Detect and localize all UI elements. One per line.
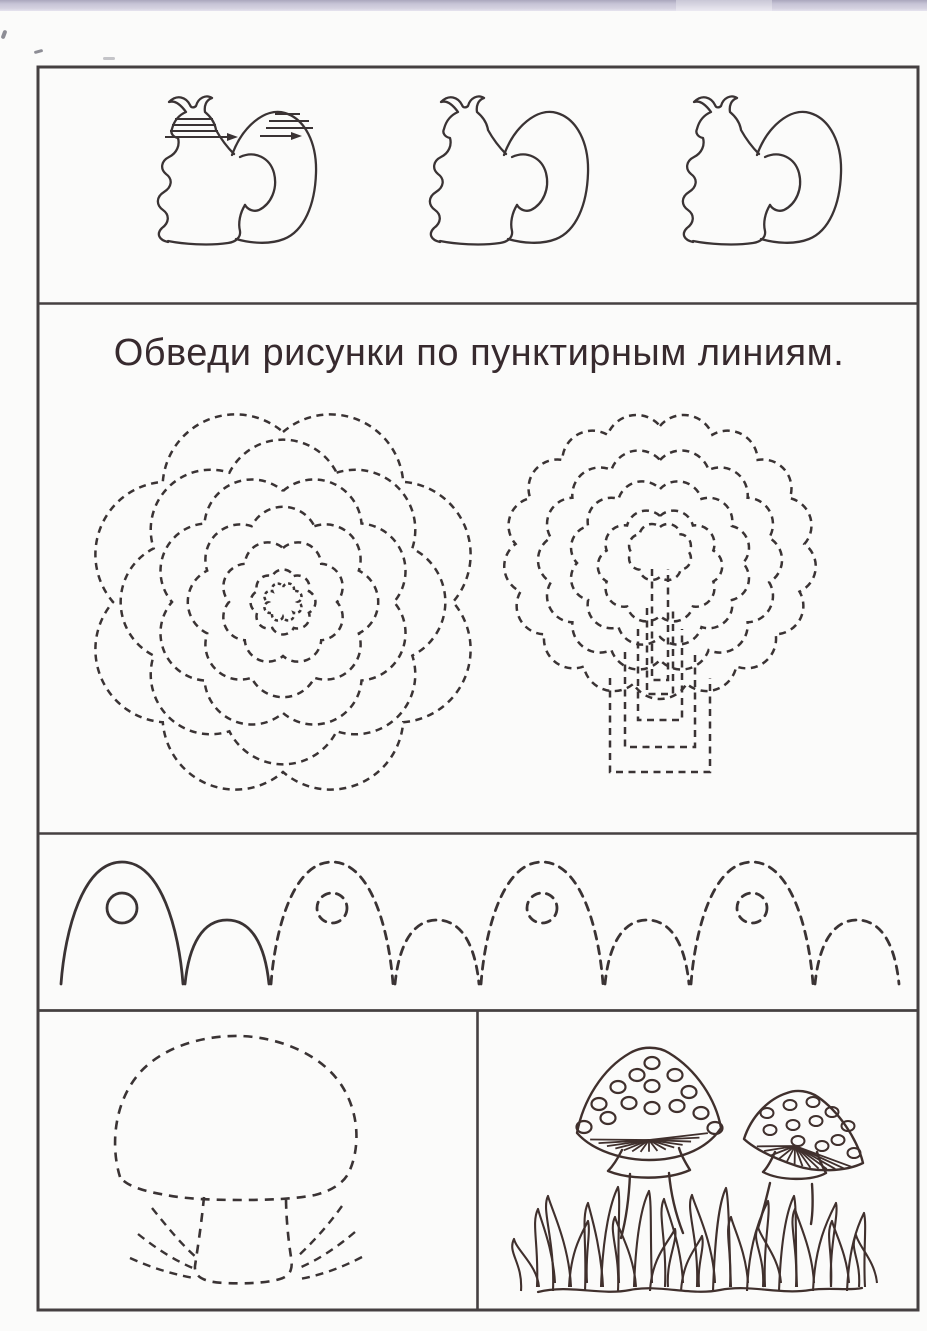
tree-crown <box>598 511 722 622</box>
stem-ring <box>608 1148 690 1178</box>
cap-dot <box>694 1107 709 1119</box>
cap-dot <box>832 1135 845 1145</box>
squirrel-body <box>683 96 759 242</box>
grass-stroke <box>299 1232 355 1268</box>
small-hill-arch <box>815 920 899 984</box>
cap-dot <box>645 1102 660 1114</box>
squirrel-base <box>440 205 517 244</box>
cap-dot <box>670 1100 685 1112</box>
squirrel-outline <box>430 96 588 244</box>
petal-ring <box>251 570 316 635</box>
cap-dot <box>816 1141 829 1151</box>
tree-crown <box>571 481 749 644</box>
small-hill-arch <box>395 920 479 984</box>
stem-edge <box>621 1174 630 1238</box>
petal-ring <box>188 507 378 697</box>
cap-dot <box>761 1108 774 1118</box>
cap-dot <box>848 1148 861 1158</box>
hill-circle <box>317 893 347 923</box>
cap-dot <box>630 1069 645 1081</box>
cap-dot <box>592 1098 607 1110</box>
hill-circle <box>527 893 557 923</box>
cap-dot <box>611 1081 626 1093</box>
petal-ring <box>223 542 342 661</box>
flower-center-star <box>264 583 301 620</box>
grass-stroke <box>300 1257 362 1279</box>
squirrel-outline <box>158 96 316 244</box>
instruction-title: Обведи рисунки по пунктирным линиям. <box>113 332 845 374</box>
cap-dot <box>787 1120 800 1130</box>
squirrel-tail-inner <box>765 154 800 210</box>
tree-crown <box>504 415 816 699</box>
arrow-head <box>227 133 238 141</box>
tree-trunk <box>638 629 682 720</box>
cap-dot <box>784 1100 797 1110</box>
hill-circle <box>107 893 137 923</box>
squirrel-base <box>693 205 770 244</box>
cap-dot <box>645 1057 660 1069</box>
petal-ring <box>160 479 405 724</box>
ground-line <box>538 1288 862 1292</box>
grass-blade <box>681 1236 703 1291</box>
tree-trace-figure <box>504 415 816 772</box>
petal-ring <box>95 414 470 789</box>
cap-dot <box>622 1097 637 1109</box>
squirrels-figure <box>158 96 841 244</box>
grass-blade <box>756 1227 781 1287</box>
flower-trace-figure <box>95 414 470 789</box>
grass-blade <box>601 1187 619 1287</box>
hills-trace-figure <box>61 862 899 984</box>
small-hill-arch <box>185 920 269 984</box>
grass-blade <box>512 1239 539 1291</box>
cap-dot <box>810 1116 823 1126</box>
cap-dot <box>764 1125 777 1135</box>
squirrel-body <box>430 96 506 242</box>
mushroom-cap-outline <box>115 1036 356 1200</box>
cap-dot <box>792 1136 805 1146</box>
petal-ring <box>121 440 446 765</box>
grass-blade <box>813 1203 837 1291</box>
stem-edge <box>811 1184 813 1224</box>
tree-crown <box>629 524 691 580</box>
cap-dot <box>645 1080 660 1092</box>
squirrel-tail-inner <box>512 154 547 210</box>
cap-dot <box>682 1086 697 1098</box>
squirrel-base <box>168 205 245 244</box>
cap-dot <box>601 1112 616 1124</box>
grass-stroke <box>152 1208 197 1258</box>
mushroom-trace-figure <box>115 1036 362 1283</box>
grass-blade <box>634 1191 652 1287</box>
mushroom-stem-outline <box>195 1197 292 1283</box>
cap-dot <box>807 1097 820 1107</box>
grass-blade <box>661 1199 683 1287</box>
grass-blade <box>728 1217 748 1287</box>
mushrooms-drawing <box>512 1048 877 1292</box>
cap-dot <box>668 1069 683 1081</box>
grass-stroke <box>297 1206 342 1257</box>
arrow-head <box>291 132 302 140</box>
small-hill-arch <box>605 920 689 984</box>
squirrel-tail-inner <box>240 154 275 210</box>
hill-circle <box>737 893 767 923</box>
squirrel-outline <box>683 96 841 244</box>
grass-blade <box>546 1196 571 1291</box>
grass-stroke <box>130 1258 194 1278</box>
